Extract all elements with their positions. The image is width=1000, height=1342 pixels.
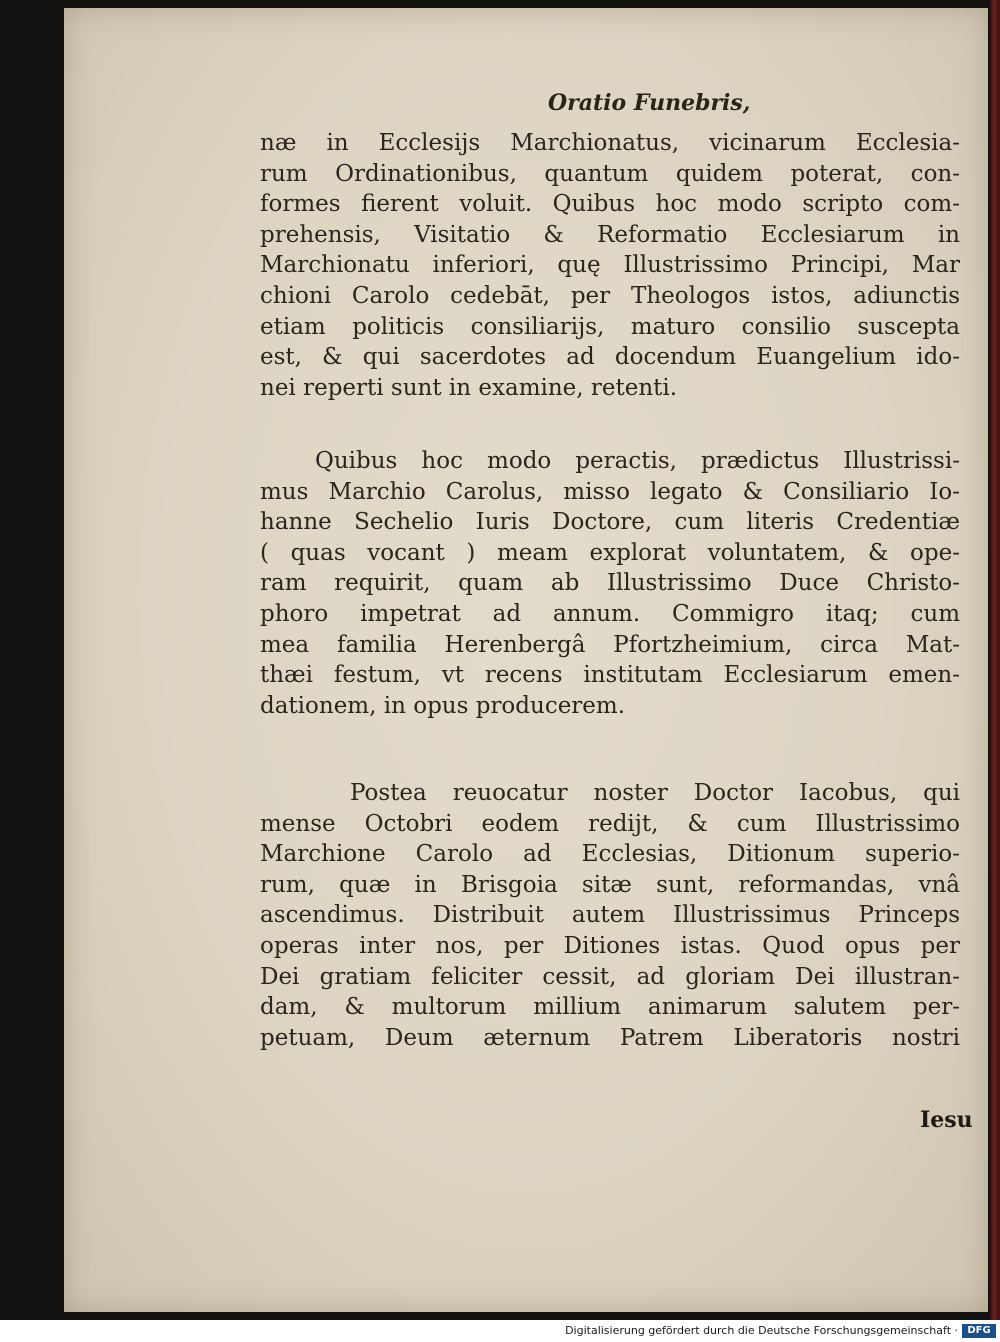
text-line: rum Ordinationibus, quantum quidem poterat, con- [260, 160, 960, 187]
text-line: mense Octobri eodem redijt, & cum Illustrissimo [260, 810, 960, 837]
text-line: mus Marchio Carolus, misso legato & Consiliario Io- [260, 478, 960, 505]
running-header: Oratio Funebris, [548, 90, 751, 116]
text-line: ( quas vocant ) meam explorat voluntatem, & ope- [260, 539, 960, 566]
paragraph-2 [260, 446, 960, 721]
catchword: Iesu [920, 1107, 973, 1133]
paragraph-1 [260, 128, 960, 403]
text-line: est, & qui sacerdotes ad docendum Euangelium ido- [260, 344, 960, 371]
digitization-footer [0, 1320, 1000, 1342]
text-line: phoro impetrat ad annum. Commigro itaq; cum [260, 600, 960, 627]
text-line: ascendimus. Distribuit autem Illustrissimus Princeps [260, 902, 960, 929]
paragraph-3 [260, 778, 960, 1053]
text-line: ram requirit, quam ab Illustrissimo Duce Christo- [260, 570, 960, 597]
text-line: chioni Carolo cedebāt, per Theologos istos, adiunctis [260, 282, 960, 309]
text-line: etiam politicis consiliarijs, maturo consilio suscepta [260, 313, 960, 340]
text-line: rum, quæ in Brisgoia sitæ sunt, reformandas, vnâ [260, 871, 960, 898]
text-line: Dei gratiam feliciter cessit, ad gloriam Dei illustran- [260, 963, 960, 990]
text-line: næ in Ecclesijs Marchionatus, vicinarum Ecclesia- [260, 130, 960, 156]
text-line: prehensis, Visitatio & Reformatio Ecclesiarum in [260, 221, 960, 248]
text-line: hanne Sechelio Iuris Doctore, cum literis Credentiæ [260, 509, 960, 536]
text-line: dam, & multorum millium animarum salutem per- [260, 994, 960, 1021]
text-line: Postea reuocatur noster Doctor Iacobus, qui [350, 780, 960, 806]
text-line: Marchione Carolo ad Ecclesias, Ditionum superio- [260, 841, 960, 868]
text-line: formes fierent voluit. Quibus hoc modo scripto com- [260, 191, 960, 218]
text-line: petuam, Deum æternum Patrem Liberatoris nostri [260, 1024, 960, 1051]
text-line: Quibus hoc modo peractis, prædictus Illustrissi- [315, 448, 960, 474]
dfg-logo: DFG [962, 1324, 996, 1338]
text-line: Marchionatu inferiori, quę Illustrissimo Principi, Mar [260, 252, 960, 279]
book-edge [990, 0, 1000, 1320]
funding-credit: Digitalisierung gefördert durch die Deutsche Forschungsgemeinschaft · [565, 1324, 958, 1337]
text-line: thæi festum, vt recens institutam Ecclesiarum emen- [260, 662, 960, 689]
text-line: operas inter nos, per Ditiones istas. Quod opus per [260, 932, 960, 959]
text-line: nei reperti sunt in examine, retenti. [260, 374, 678, 401]
text-line: dationem, in opus producerem. [260, 692, 626, 719]
text-line: mea familia Herenbergâ Pfortzheimium, circa Mat- [260, 631, 960, 658]
